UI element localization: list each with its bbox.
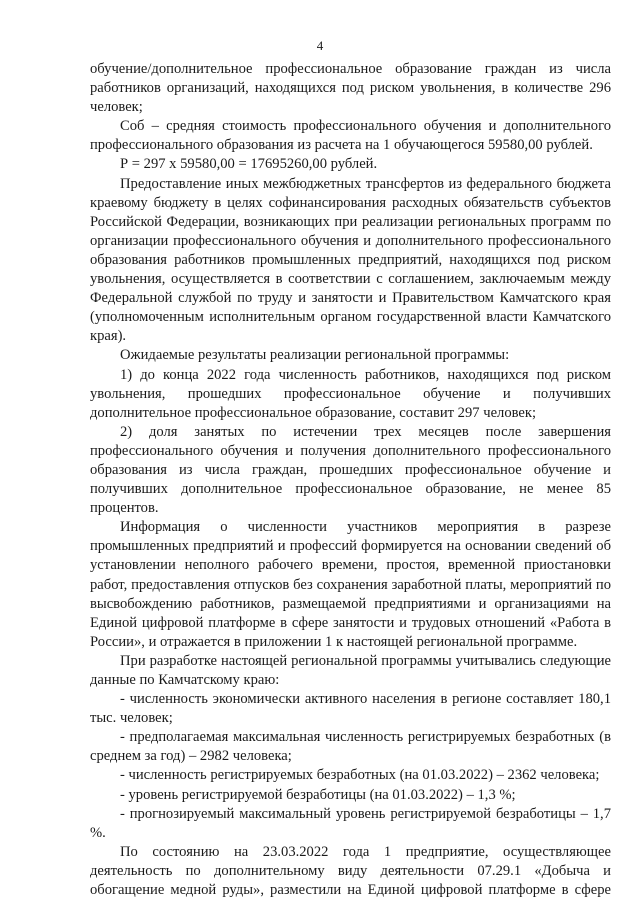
paragraph: По состоянию на 23.03.2022 года 1 предприятие, осуществляющее деятельность по дополнительному виду деятельности 07.29.1 «Добыча и обогащение медной руды», разместили на Единой цифровой платформе в сфере <box>90 843 611 899</box>
paragraph: - предполагаемая максимальная численность регистрируемых безработных (в среднем за год) – 2982 человека; <box>90 729 611 765</box>
paragraph: - численность регистрируемых безработных (на 01.03.2022) – 2362 человека; <box>120 767 600 784</box>
paragraph: 1) до конца 2022 года численность работников, находящихся под риском увольнения, прошедших профессиональное обучение и получивших дополнительное профессиональное образование, составит 297 человек; <box>90 366 611 421</box>
paragraph: При разработке настоящей региональной программы учитывались следующие данные по Камчатскому краю: <box>90 652 611 688</box>
paragraph: обучение/дополнительное профессиональное образование граждан из числа работников организаций, находящихся под риском увольнения, в количестве 296 человек; <box>90 61 611 116</box>
paragraph: Р = 297 х 59580,00 = 17695260,00 рублей. <box>120 156 378 173</box>
paragraph: 2) доля занятых по истечении трех месяцев после завершения профессионального обучения и получения дополнительного профессионального образования из числа граждан, прошедших профессиональное обучение и получивших дополнительное профессиональное образование, не менее 85 процентов. <box>90 423 611 517</box>
paragraph: - численность экономически активного населения в регионе составляет 180,1 тыс. человек; <box>90 691 611 727</box>
paragraph: - уровень регистрируемой безработицы (на 01.03.2022) – 1,3 %; <box>120 786 516 803</box>
paragraph: Ожидаемые результаты реализации региональной программы: <box>120 347 510 364</box>
paragraph: Предоставление иных межбюджетных трансфертов из федерального бюджета краевому бюджету в целях софинансирования расходных обязательств субъектов Российской Федерации, возникающих при реализации региональных программ по организации профессионального обучения и дополнительного профессионального образования работников промышленных предприятий, находящихся под риском увольнения, осуществляется в соответствии с соглашением, заключаемым между Федеральной службой по труду и занятости и Правительством Камчатского края (уполномоченным исполнительным органом государственной власти Камчатского края). <box>90 175 611 345</box>
document-body <box>90 60 611 900</box>
page-number: 4 <box>316 38 324 53</box>
paragraph: Соб – средняя стоимость профессионального обучения и дополнительного профессионального образования из расчета на 1 обучающегося 59580,00 рублей. <box>90 118 611 154</box>
paragraph: Информация о численности участников мероприятия в разрезе промышленных предприятий и профессий формируется на основании сведений об установлении неполного рабочего времени, простоя, временной приостановки работ, предоставления отпусков без сохранения заработной платы, мероприятий по высвобождению работников, размещаемой предприятиями и организациями на Единой цифровой платформе в сфере занятости и трудовых отношений «Работа в России», и отражается в приложении 1 к настоящей региональной программе. <box>90 519 611 650</box>
paragraph: - прогнозируемый максимальный уровень регистрируемой безработицы – 1,7 %. <box>90 805 611 841</box>
